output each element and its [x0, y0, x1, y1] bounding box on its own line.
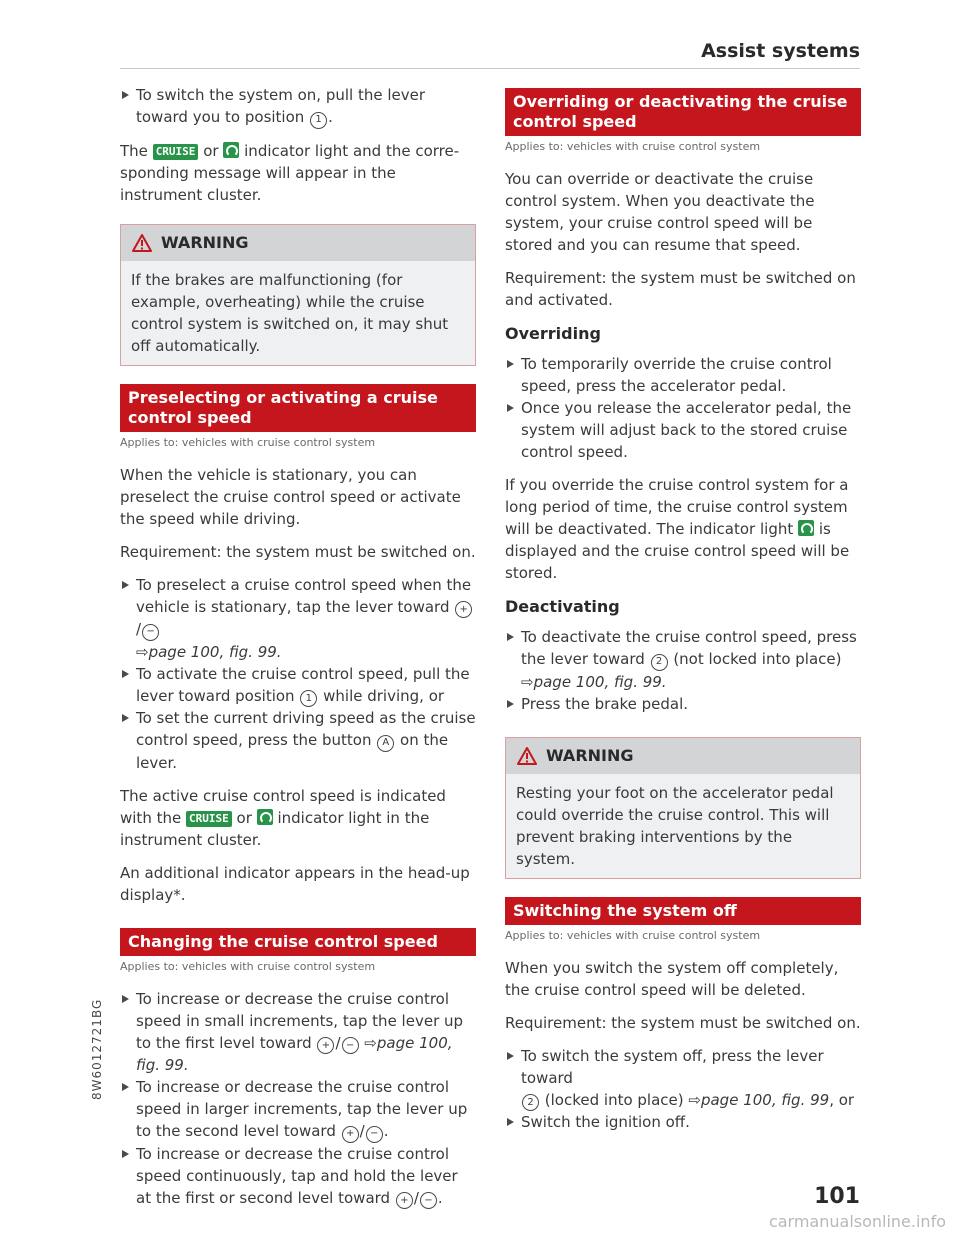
list-item: To switch the system off, press the lever toward 2 (locked into place) ⇨page 100, fig. 99, or — [505, 1045, 861, 1112]
minus-icon: − — [366, 1126, 383, 1143]
list-item: Once you release the accelerator pedal, the system will adjust back to the stored cruise control speed. — [505, 397, 861, 463]
list-item: To switch the system on, pull the lever toward you to position 1 . — [120, 84, 476, 129]
right-column — [505, 84, 861, 1133]
requirement: Requirement: the system must be switched on. — [505, 1013, 861, 1032]
list-item: To deactivate the cruise control speed, press the lever toward 2 (not locked into place) ⇨page 100, fig. 99. — [505, 626, 861, 693]
section-heading-preselect: Preselecting or activating a cruise control speed — [120, 384, 476, 432]
plus-icon: + — [317, 1037, 334, 1054]
warning-triangle-icon — [131, 233, 153, 253]
cruise-control-icon — [223, 142, 239, 158]
warning-header — [506, 738, 860, 774]
paragraph: When you switch the system off completely, the cruise control speed will be deleted. — [505, 958, 839, 999]
cruise-control-icon — [257, 809, 273, 825]
position-2-marker: 2 — [522, 1094, 539, 1111]
list-item: To temporarily override the cruise control speed, press the accelerator pedal. — [505, 353, 861, 397]
applies-note: Applies to: vehicles with cruise control system — [505, 928, 761, 942]
warning-title: WARNING — [546, 746, 634, 765]
applies-note: Applies to: vehicles with cruise control system — [120, 435, 376, 449]
warning-body: If the brakes are malfunctioning (for example, overheating) while the cruise control system is switched on, it may shut off automatically. — [121, 261, 475, 365]
cross-reference[interactable]: ⇨page 100, fig. 99. — [521, 672, 667, 691]
minus-icon: − — [420, 1192, 437, 1209]
subheading-overriding: Overriding — [505, 324, 601, 343]
list-item: To increase or decrease the cruise control speed in larger increments, tap the lever up to the second level toward + / − . — [120, 1076, 476, 1143]
button-a-marker: A — [377, 735, 394, 752]
plus-icon: + — [342, 1126, 359, 1143]
cruise-indicator-icon: CRUISE — [186, 811, 232, 827]
paragraph: An additional indicator appears in the head-up display*. — [120, 863, 470, 904]
cruise-control-icon — [798, 520, 814, 536]
position-2-marker: 2 — [651, 654, 668, 671]
cross-reference[interactable]: ⇨page 100, fig. 99. — [136, 642, 282, 661]
paragraph: When the vehicle is stationary, you can preselect the cruise control speed or activate the speed while driving. — [120, 465, 461, 528]
warning-triangle-icon — [516, 746, 538, 766]
cross-reference[interactable]: ⇨page 100, fig. 99. — [136, 1033, 453, 1074]
position-1-marker: 1 — [310, 112, 327, 129]
subheading-deactivating: Deactivating — [505, 597, 620, 616]
page-number: 101 — [814, 1184, 860, 1209]
list-item: To preselect a cruise control speed when the vehicle is stationary, tap the lever toward +/ − ⇨page 100, fig. 99. — [120, 574, 476, 663]
list-item: Switch the ignition off. — [505, 1111, 861, 1133]
paragraph: The active cruise control speed is indicated with the CRUISE or indicator light in the instrument cluster. — [120, 786, 446, 849]
list-item: To increase or decrease the cruise control speed continuously, tap and hold the lever at the first or second level toward + / − . — [120, 1143, 476, 1210]
list-item: To increase or decrease the cruise control speed in small increments, tap the lever up to the first level toward + / − ⇨page 100, fig. 99. — [120, 988, 476, 1077]
plus-icon: + — [396, 1192, 413, 1209]
requirement: Requirement: the system must be switched on. — [120, 542, 476, 561]
warning-box — [505, 737, 861, 879]
section-heading-switching-off: Switching the system off — [505, 897, 861, 925]
list-item: To set the current driving speed as the cruise control speed, press the button A on the lever. — [120, 707, 476, 774]
indicator-paragraph: The CRUISE or indicator light and the corresponding message will appear in the instrument cluster. — [120, 141, 460, 204]
cross-reference[interactable]: ⇨page 100, fig. 99 — [688, 1090, 830, 1109]
warning-body: Resting your foot on the accelerator pedal could override the cruise control. This will prevent braking interventions by the system. — [506, 774, 860, 878]
watermark: carmanualsonline.info — [768, 1212, 946, 1231]
cruise-indicator-icon: CRUISE — [153, 144, 199, 160]
section-heading-overriding: Overriding or deactivating the cruise control speed — [505, 88, 861, 136]
section-heading-changing: Changing the cruise control speed — [120, 928, 476, 956]
page-title: Assist systems — [701, 40, 860, 62]
applies-note: Applies to: vehicles with cruise control system — [120, 959, 376, 973]
minus-icon: − — [342, 1037, 359, 1054]
requirement: Requirement: the system must be switched on and activated. — [505, 269, 856, 309]
document-code: 8W6012721BG — [90, 998, 104, 1100]
applies-note: Applies to: vehicles with cruise control system — [505, 140, 761, 153]
warning-box — [120, 224, 476, 366]
paragraph: If you override the cruise control system for a long period of time, the cruise control system will be deactivated. The indicator light is displayed and the cruise control speed will be stored. — [505, 476, 850, 582]
position-1-marker: 1 — [300, 690, 317, 707]
plus-icon: + — [455, 601, 472, 618]
left-column — [120, 84, 476, 1209]
list-item: Press the brake pedal. — [505, 693, 861, 715]
warning-title: WARNING — [161, 233, 249, 252]
paragraph: You can override or deactivate the cruise control system. When you deactivate the system, your cruise control speed will be stored and you can resume that speed. — [505, 170, 815, 254]
page-header — [120, 38, 860, 69]
warning-header — [121, 225, 475, 261]
minus-icon: − — [142, 624, 159, 641]
list-item: To activate the cruise control speed, pull the lever toward position 1 while driving, or — [120, 663, 476, 708]
